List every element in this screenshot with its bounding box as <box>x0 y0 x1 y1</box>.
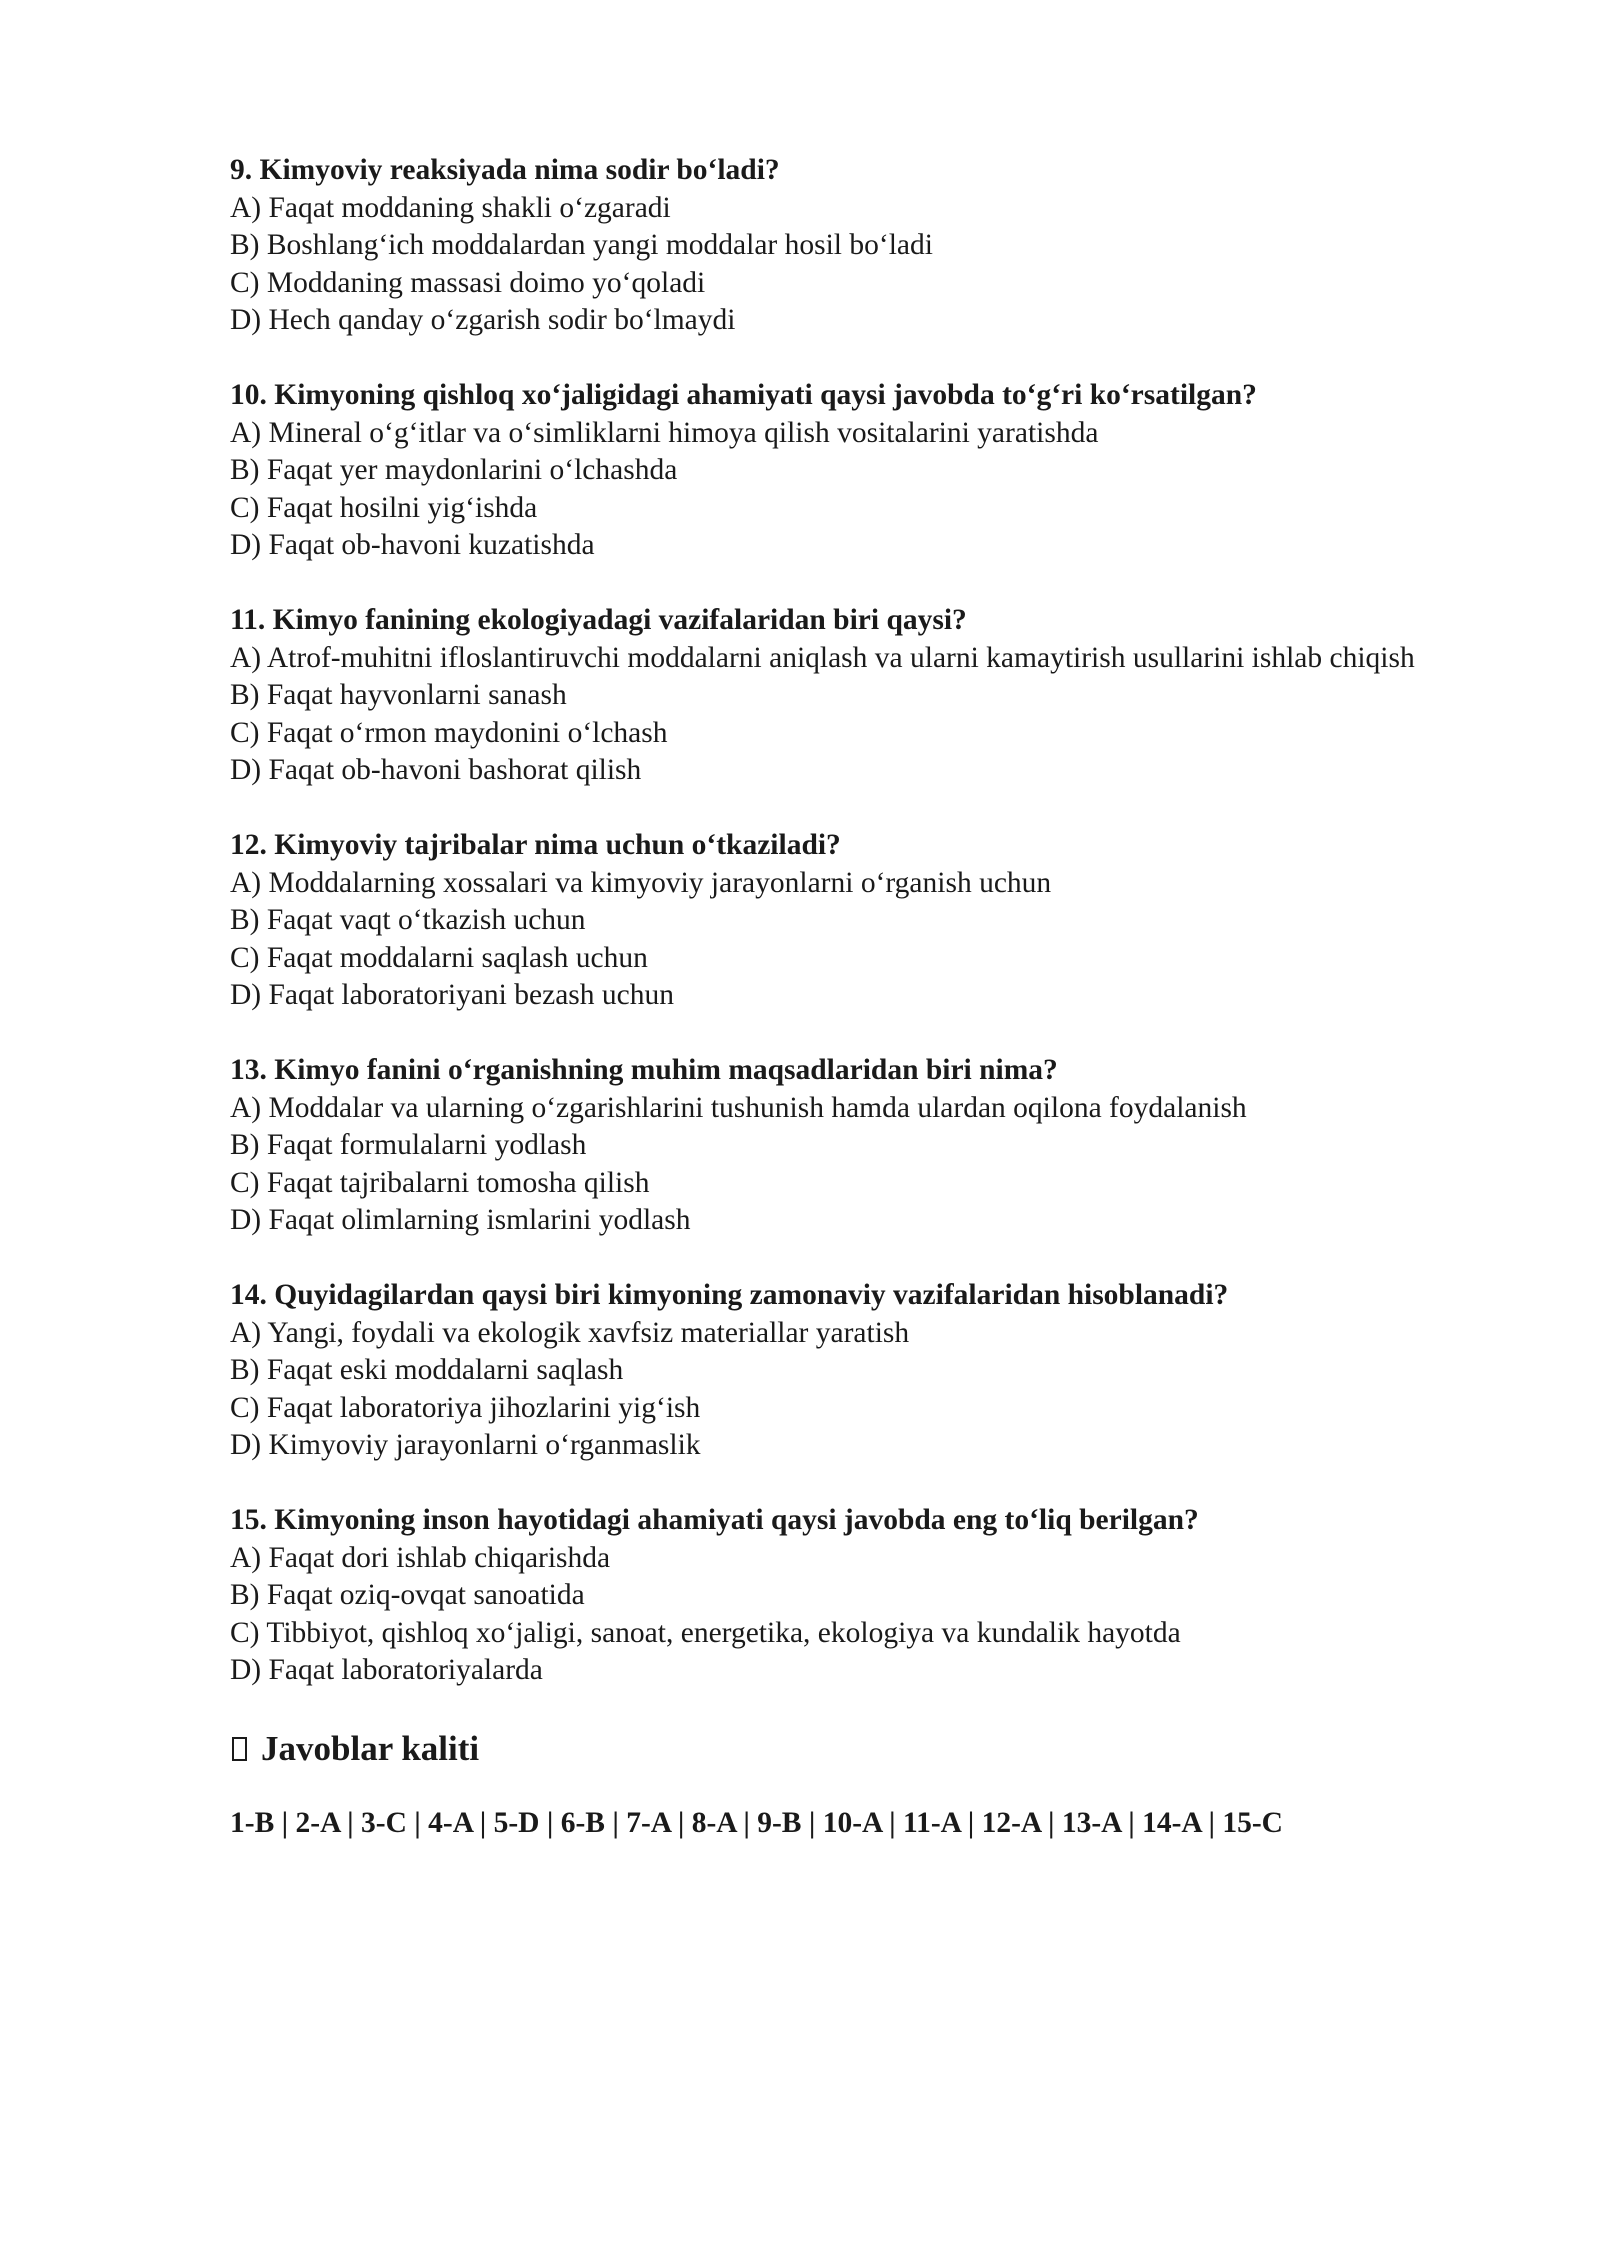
option-c: C) Faqat o‘rmon maydonini o‘lchash <box>230 716 668 749</box>
question-title: 15. Kimyoning inson hayotidagi ahamiyati qaysi javobda eng to‘liq berilgan? <box>230 1504 1199 1536</box>
option-b: B) Faqat eski moddalarni saqlash <box>230 1354 624 1386</box>
answer-key-heading <box>230 1727 1460 1771</box>
option-b: B) Faqat formulalarni yodlash <box>230 1129 587 1161</box>
answer-key-line: 1-B | 2-A | 3-C | 4-A | 5-D | 6-B | 7-A | 8-A | 9-B | 10-A | 11-A | 12-A | 13-A | 14-A | 15-C <box>230 1807 1283 1839</box>
option-a: A) Yangi, foydali va ekologik xavfsiz materiallar yaratish <box>230 1316 910 1349</box>
option-b: B) Faqat oziq-ovqat sanoatida <box>230 1579 585 1611</box>
missing-glyph-box-icon <box>232 1737 247 1761</box>
option-d: D) Kimyoviy jarayonlarni o‘rganmaslik <box>230 1429 701 1461</box>
option-c: C) Tibbiyot, qishloq xo‘jaligi, sanoat, energetika, ekologiya va kundalik hayotda <box>230 1616 1181 1649</box>
option-b: B) Faqat yer maydonlarini o‘lchashda <box>230 454 678 486</box>
option-d: D) Faqat laboratoriyalarda <box>230 1654 543 1686</box>
option-c: C) Moddaning massasi doimo yo‘qoladi <box>230 266 706 299</box>
option-c: C) Faqat laboratoriya jihozlarini yig‘ish <box>230 1391 701 1424</box>
option-d: D) Faqat olimlarning ismlarini yodlash <box>230 1204 691 1236</box>
question-11 <box>230 602 1460 790</box>
option-b: B) Faqat vaqt o‘tkazish uchun <box>230 904 586 936</box>
question-12 <box>230 827 1460 1015</box>
question-title: 11. Kimyo fanining ekologiyadagi vazifalaridan biri qaysi? <box>230 604 967 636</box>
option-d: D) Faqat ob-havoni kuzatishda <box>230 529 595 561</box>
option-a: A) Moddalar va ularning o‘zgarishlarini tushunish hamda ulardan oqilona foydalanish <box>230 1091 1247 1124</box>
question-10 <box>230 377 1460 565</box>
question-title: 13. Kimyo fanini o‘rganishning muhim maqsadlaridan biri nima? <box>230 1054 1058 1086</box>
document-page <box>230 152 1460 1843</box>
question-title: 10. Kimyoning qishloq xo‘jaligidagi ahamiyati qaysi javobda to‘g‘ri ko‘rsatilgan? <box>230 379 1257 411</box>
option-d: D) Hech qanday o‘zgarish sodir bo‘lmaydi <box>230 304 736 336</box>
option-a: A) Mineral o‘g‘itlar va o‘simliklarni himoya qilish vositalarini yaratishda <box>230 416 1099 449</box>
answer-key-title: Javoblar kaliti <box>261 1729 480 1768</box>
option-c: C) Faqat hosilni yig‘ishda <box>230 491 538 524</box>
option-d: D) Faqat laboratoriyani bezash uchun <box>230 979 674 1011</box>
option-c: C) Faqat tajribalarni tomosha qilish <box>230 1166 650 1199</box>
option-d: D) Faqat ob-havoni bashorat qilish <box>230 754 642 786</box>
question-title: 9. Kimyoviy reaksiyada nima sodir bo‘ladi? <box>230 154 780 186</box>
option-a: A) Faqat dori ishlab chiqarishda <box>230 1541 611 1574</box>
question-title: 12. Kimyoviy tajribalar nima uchun o‘tkaziladi? <box>230 829 841 861</box>
question-9 <box>230 152 1460 340</box>
question-13 <box>230 1052 1460 1240</box>
option-a: A) Moddalarning xossalari va kimyoviy jarayonlarni o‘rganish uchun <box>230 866 1052 899</box>
option-a: A) Atrof-muhitni ifloslantiruvchi moddalarni aniqlash va ularni kamaytirish usullarini ishlab chiqish <box>230 641 1415 674</box>
option-b: B) Faqat hayvonlarni sanash <box>230 679 567 711</box>
option-c: C) Faqat moddalarni saqlash uchun <box>230 941 648 974</box>
question-title: 14. Quyidagilardan qaysi biri kimyoning zamonaviy vazifalaridan hisoblanadi? <box>230 1279 1229 1311</box>
option-a: A) Faqat moddaning shakli o‘zgaradi <box>230 191 671 224</box>
question-14 <box>230 1277 1460 1465</box>
question-15 <box>230 1502 1460 1690</box>
option-b: B) Boshlang‘ich moddalardan yangi moddalar hosil bo‘ladi <box>230 229 933 261</box>
